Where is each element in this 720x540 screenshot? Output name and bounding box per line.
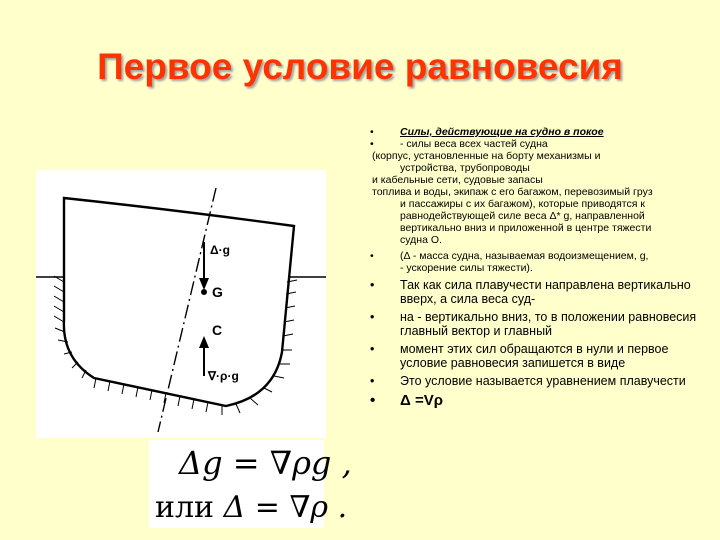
ship-section-drawing	[36, 170, 326, 438]
bullet: •	[370, 250, 374, 262]
text-line: равнодействующей силе веса Δ* g, направленной	[400, 210, 645, 222]
text-row	[372, 392, 700, 410]
ship-section-figure	[36, 170, 326, 438]
final-formula: Δ =Vρ	[400, 392, 443, 409]
text-row	[372, 250, 700, 262]
buoyancy-label: ∇·ρ·g	[208, 369, 239, 383]
c-label: C	[212, 322, 223, 338]
text-line: момент этих сил обращаются в нули и первое условие равновесия запишется в виде	[400, 342, 669, 370]
text-row	[372, 138, 700, 150]
bullet: •	[370, 126, 374, 138]
formula-box	[149, 440, 352, 528]
bullet: •	[370, 342, 375, 356]
text-line: - силы веса всех частей судна	[400, 138, 548, 150]
text-column	[372, 126, 700, 410]
text-line: топлива и воды, экипаж с его багажом, перевозимый груз	[372, 186, 653, 198]
formula-line-2	[155, 490, 347, 525]
text-line: Так как сила плавучести направлена вертикально вверх, а сила веса суд-	[400, 278, 691, 306]
text-row	[372, 278, 700, 306]
bullet: •	[370, 310, 375, 324]
weight-label: Δ·g	[210, 243, 230, 257]
bullet: •	[370, 278, 375, 292]
text-line: судна О.	[400, 234, 442, 246]
text-line: вертикально вниз и приложенной в центре тяжести	[400, 222, 652, 234]
text-line: - ускорение силы тяжести).	[400, 262, 533, 274]
text-row	[372, 342, 700, 370]
formula-or: или	[155, 490, 215, 525]
bullet: •	[370, 138, 374, 150]
text-row	[372, 374, 700, 388]
text-line: Это условие называется уравнением плавучести	[400, 374, 686, 388]
bullet: •	[370, 374, 375, 388]
text-line: (корпус, установленные на борту механизмы и	[372, 150, 601, 162]
formula-equation: Δ = ∇ρ .	[223, 490, 348, 525]
text-line: и кабельные сети, судовые запасы	[372, 174, 543, 186]
heading-row	[372, 126, 700, 138]
g-label: G	[212, 284, 223, 300]
hull-outline	[64, 198, 294, 406]
slide-title: Первое условие равновесия	[97, 46, 623, 87]
text-line: устройства, трубопроводы	[400, 162, 530, 174]
bullet: •	[370, 392, 376, 409]
text-line: на - вертикально вниз, то в положении равновесия главный вектор и главный	[400, 310, 697, 338]
text-line: (Δ - масса судна, называемая водоизмещением, g,	[400, 250, 649, 262]
text-row	[372, 310, 700, 338]
text-line: и пассажиры с их багажом), которые приводятся к	[400, 198, 645, 210]
formula-line-1: Δg = ∇ρg ,	[179, 444, 352, 482]
heading-text: Силы, действующие на судно в покое	[400, 126, 604, 138]
g-point	[201, 289, 207, 295]
